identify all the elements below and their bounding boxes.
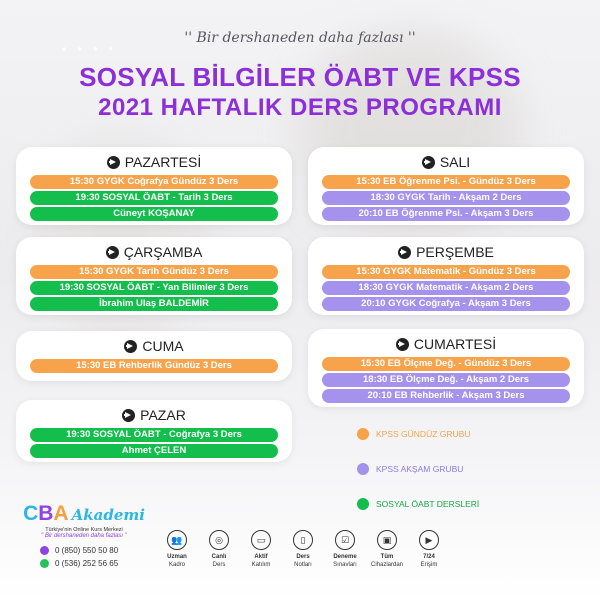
green-dot-icon: [357, 498, 369, 510]
day-name: PAZAR: [140, 407, 186, 423]
arrow-right-icon: [106, 246, 119, 259]
teacher-name: Ahmet ÇELEN: [30, 444, 278, 458]
schedule-item: 20:10 GYGK Coğrafya - Akşam 3 Ders: [322, 297, 570, 311]
whatsapp-line[interactable]: [24, 559, 144, 568]
arrow-right-icon: [396, 338, 409, 351]
page-title: SOSYAL BİLGİLER ÖABT VE KPSS: [79, 62, 521, 92]
schedule-item: 18:30 EB Ölçme Değ. - Akşam 2 Ders: [322, 373, 570, 387]
schedule-item: 15:30 EB Öğrenme Psi. - Gündüz 3 Ders: [322, 175, 570, 189]
day-card-carsamba: [16, 237, 292, 315]
feature-item: [324, 530, 366, 569]
legend-label: KPSS GÜNDÜZ GRUBU: [376, 429, 471, 439]
orange-dot-icon: [357, 428, 369, 440]
schedule-item: 19:30 SOSYAL ÖABT - Tarih 3 Ders: [30, 191, 278, 205]
slogan: '' Bir dershaneden daha fazlası '': [184, 30, 416, 46]
day-name: PERŞEMBE: [416, 244, 494, 260]
feature-label: 7/24 Erişim: [420, 554, 438, 568]
arrow-right-icon: [124, 340, 137, 353]
logo-word: Akademi: [71, 506, 145, 524]
logo: [24, 502, 144, 526]
schedule-item: 15:30 GYGK Coğrafya Gündüz 3 Ders: [30, 175, 278, 189]
legend-item: [357, 424, 479, 444]
slogan-small: '' Bir dershaneden daha fazlası '': [41, 533, 127, 539]
day-title: [322, 244, 570, 260]
day-title: [30, 154, 278, 170]
schedule-item: 15:30 GYGK Matematik - Gündüz 3 Ders: [322, 265, 570, 279]
violet-dot-icon: [357, 463, 369, 475]
feature-label: Tüm Cihazlardan: [370, 554, 404, 568]
feature-item: [408, 530, 450, 569]
day-card-persembe: [308, 237, 584, 315]
schedule-item: 15:30 EB Ölçme Değ. - Gündüz 3 Ders: [322, 357, 570, 371]
arrow-right-icon: [122, 409, 135, 422]
legend-item: [357, 459, 479, 479]
day-title: [30, 244, 278, 260]
schedule-item: 18:30 GYGK Tarih - Akşam 2 Ders: [322, 191, 570, 205]
arrow-right-icon: [398, 246, 411, 259]
schedule-item: 19:30 SOSYAL ÖABT - Coğrafya 3 Ders: [30, 428, 278, 442]
day-title: [30, 338, 278, 354]
feature-item: [198, 530, 240, 569]
logo-letter: C: [23, 502, 39, 525]
whatsapp-number: 0 (536) 252 56 65: [55, 559, 119, 568]
day-card-pazartesi: [16, 147, 292, 225]
play-icon: ▶: [419, 530, 439, 550]
feature-label: Ders Notları: [294, 554, 312, 568]
checklist-icon: ☑: [335, 530, 355, 550]
phone-icon: [40, 546, 49, 555]
brand-block: [24, 502, 144, 568]
book-icon: ▯: [293, 530, 313, 550]
day-card-cumartesi: [308, 329, 584, 407]
day-title: [322, 336, 570, 352]
people-icon: 👥: [167, 530, 187, 550]
day-name: PAZARTESİ: [124, 154, 202, 170]
legend-label: SOSYAL ÖABT DERSLERİ: [376, 499, 480, 509]
feature-item: [282, 530, 324, 569]
logo-letter: A: [53, 502, 69, 525]
schedule-item: 15:30 EB Rehberlik Gündüz 3 Ders: [30, 359, 278, 373]
legend: [357, 424, 479, 529]
day-name: CUMARTESİ: [413, 336, 497, 352]
day-card-sali: [308, 147, 584, 225]
feature-item: [366, 530, 408, 569]
globe-icon: ◎: [209, 530, 229, 550]
schedule-item: 19:30 SOSYAL ÖABT - Yan Bilimler 3 Ders: [30, 281, 278, 295]
page-subtitle: 2021 HAFTALIK DERS PROGRAMI: [98, 94, 502, 121]
arrow-right-icon: [422, 156, 435, 169]
feature-label: Canlı Ders: [211, 554, 227, 568]
devices-icon: ▣: [377, 530, 397, 550]
whatsapp-icon: [40, 559, 49, 568]
phone-line[interactable]: [24, 546, 144, 555]
feature-list: [156, 530, 450, 569]
day-name: SALI: [439, 154, 471, 170]
day-title: [30, 407, 278, 423]
schedule-item: 18:30 GYGK Matematik - Akşam 2 Ders: [322, 281, 570, 295]
teacher-name: Cüneyt KOŞANAY: [30, 207, 278, 221]
schedule-item: 20:10 EB Öğrenme Psi. - Akşam 3 Ders: [322, 207, 570, 221]
decorative-dots: • • • •: [62, 42, 117, 56]
schedule-item: 20:10 EB Rehberlik - Akşam 3 Ders: [322, 389, 570, 403]
feature-label: Deneme Sınavları: [333, 554, 357, 568]
day-card-pazar: [16, 400, 292, 462]
logo-letter: B: [38, 502, 54, 525]
day-title: [322, 154, 570, 170]
feature-item: [156, 530, 198, 569]
legend-label: KPSS AKŞAM GRUBU: [376, 464, 464, 474]
feature-label: Uzman Kadro: [167, 554, 187, 568]
tagline: Türkiye'nin Online Kurs Merkezi: [45, 527, 123, 533]
day-card-cuma: [16, 331, 292, 381]
teacher-name: İbrahim Ulaş BALDEMİR: [30, 297, 278, 311]
day-name: ÇARŞAMBA: [123, 244, 203, 260]
chat-icon: ▭: [251, 530, 271, 550]
feature-label: Aktif Katılım: [251, 554, 271, 568]
legend-item: [357, 494, 479, 514]
feature-item: [240, 530, 282, 569]
arrow-right-icon: [107, 156, 120, 169]
day-name: CUMA: [142, 338, 184, 354]
schedule-item: 15:30 GYGK Tarih Gündüz 3 Ders: [30, 265, 278, 279]
phone-number: 0 (850) 550 50 80: [55, 546, 119, 555]
